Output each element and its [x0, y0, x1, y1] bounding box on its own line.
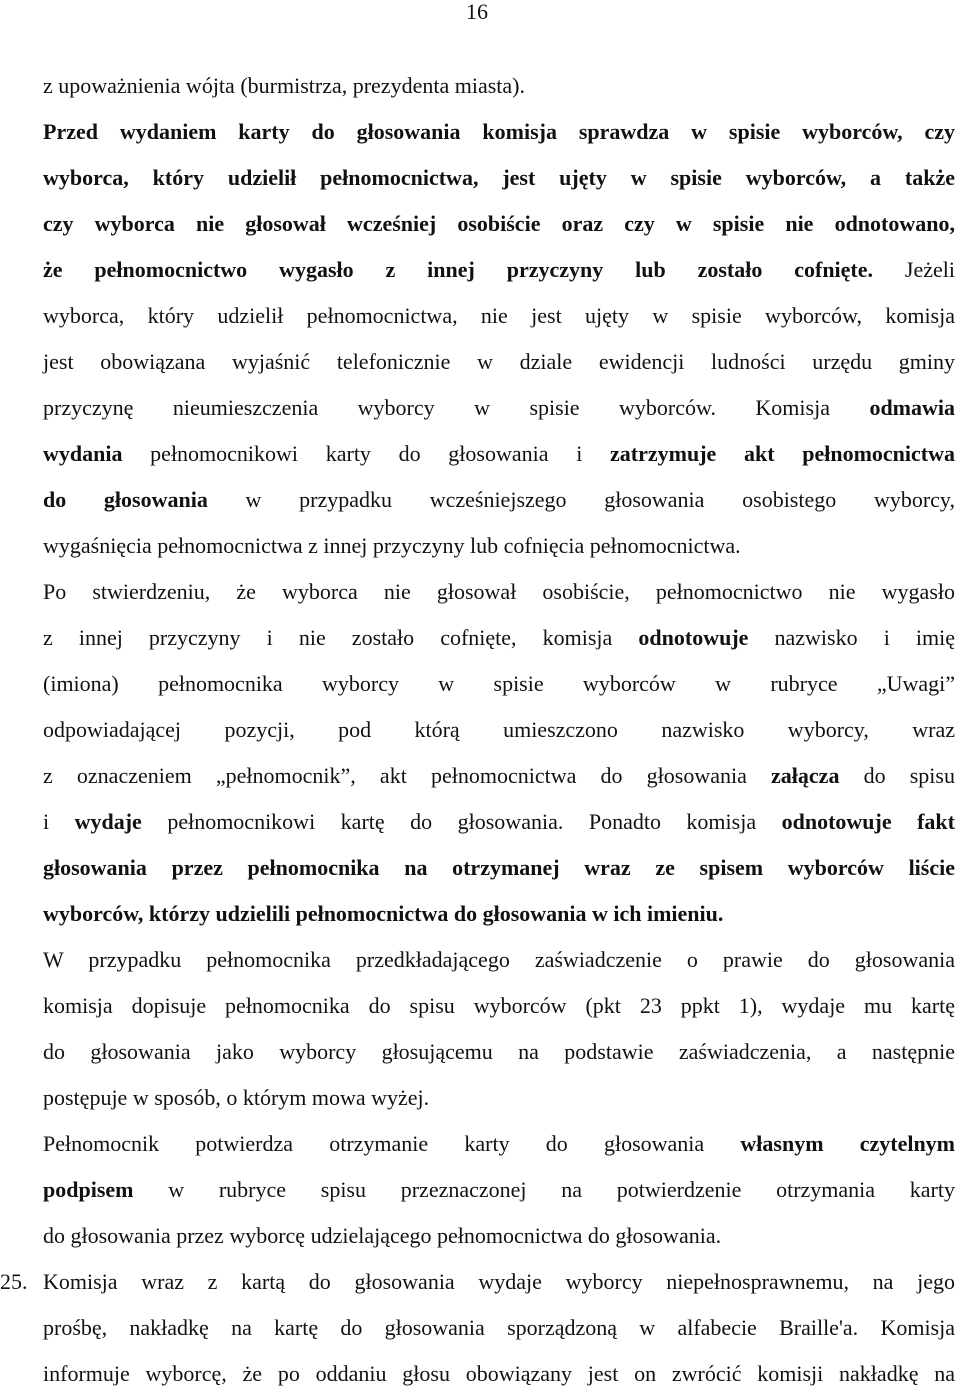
text-line [43, 762, 955, 790]
text-run: postępuje w sposób, o którym mowa wyżej. [43, 1085, 430, 1110]
text-run: Jeżeli [873, 257, 955, 282]
text-run: z innej przyczyny i nie zostało cofnięte, komisja [43, 625, 639, 650]
text-line [43, 302, 955, 330]
text-run: nazwisko i imię [748, 625, 955, 650]
text-run: do głosowania jako wyborcy głosującemu na podstawie zaświadczenia, a następnie [43, 1039, 955, 1064]
text-line [43, 992, 955, 1020]
text-line [43, 394, 955, 422]
bold-text: do głosowania [43, 487, 208, 512]
text-run: przyczynę nieumieszczenia wyborcy w spisie wyborców. Komisja [43, 395, 870, 420]
text-line [43, 440, 955, 468]
text-run: z upoważnienia wójta (burmistrza, prezydenta miasta). [43, 73, 525, 98]
text-line [43, 486, 955, 514]
bold-text: czy wyborca nie głosował wcześniej osobiście oraz czy w spisie nie odnotowano, [43, 211, 955, 236]
list-item-number: 25. [0, 1269, 28, 1294]
text-line [0, 1268, 955, 1296]
text-line [43, 716, 955, 744]
bold-text: głosowania przez pełnomocnika na otrzymanej wraz ze spisem wyborców liście [43, 855, 955, 880]
text-line [43, 1360, 955, 1388]
bold-text: odnotowuje fakt [781, 809, 955, 834]
text-run: Pełnomocnik potwierdza otrzymanie karty do głosowania [43, 1131, 741, 1156]
text-run: (imiona) pełnomocnika wyborcy w spisie wyborców w rubryce „Uwagi” [43, 671, 955, 696]
text-run: z oznaczeniem „pełnomocnik”, akt pełnomocnictwa do głosowania [43, 763, 772, 788]
text-run: pełnomocnikowi karty do głosowania i [122, 441, 611, 466]
text-run: do spisu [839, 763, 955, 788]
bold-text: wydania [43, 441, 123, 466]
text-run: Po stwierdzeniu, że wyborca nie głosował osobiście, pełnomocnictwo nie wygasło [43, 579, 955, 604]
bold-text: odnotowuje [638, 625, 749, 650]
text-line [43, 946, 955, 974]
text-run: w rubryce spisu przeznaczonej na potwierdzenie otrzymania karty [133, 1177, 955, 1202]
text-run: W przypadku pełnomocnika przedkładającego zaświadczenie o prawie do głosowania [43, 947, 955, 972]
text-line [43, 900, 955, 928]
text-run: wygaśnięcia pełnomocnictwa z innej przyczyny lub cofnięcia pełnomocnictwa. [43, 533, 741, 558]
text-line [43, 72, 955, 100]
text-line [43, 808, 955, 836]
text-line [43, 532, 955, 560]
text-run: wyborca, który udzielił pełnomocnictwa, nie jest ujęty w spisie wyborców, komisja [43, 303, 955, 328]
text-run: do głosowania przez wyborcę udzielającego pełnomocnictwa do głosowania. [43, 1223, 722, 1248]
text-line [43, 348, 955, 376]
bold-text: wyborców, którzy udzielili pełnomocnictwa do głosowania w ich imieniu. [43, 901, 724, 926]
text-line [43, 210, 955, 238]
bold-text: własnym czytelnym [740, 1131, 956, 1156]
bold-text: podpisem [43, 1177, 134, 1202]
bold-text: wydaje [74, 809, 142, 834]
text-line [43, 118, 955, 146]
text-run: komisja dopisuje pełnomocnika do spisu wyborców (pkt 23 ppkt 1), wydaje mu kartę [43, 993, 955, 1018]
text-line [43, 854, 955, 882]
text-line [43, 578, 955, 606]
text-line [43, 1084, 955, 1112]
bold-text: Przed wydaniem karty do głosowania komisja sprawdza w spisie wyborców, czy [43, 119, 955, 144]
text-run: i [43, 809, 75, 834]
page-number: 16 [466, 0, 488, 24]
text-line [43, 164, 955, 192]
text-line [43, 1314, 955, 1342]
text-run: odpowiadającej pozycji, pod którą umieszczono nazwisko wyborcy, wraz [43, 717, 955, 742]
text-line [43, 1130, 955, 1158]
text-run: Komisja wraz z kartą do głosowania wydaje wyborcy niepełnosprawnemu, na jego [43, 1269, 955, 1294]
text-line [43, 1176, 955, 1204]
bold-text: że pełnomocnictwo wygasło z innej przyczyny lub zostało cofnięte. [43, 257, 874, 282]
text-run: pełnomocnikowi kartę do głosowania. Ponadto komisja [141, 809, 782, 834]
text-line [43, 670, 955, 698]
text-line [43, 624, 955, 652]
text-line [43, 1038, 955, 1066]
bold-text: załącza [771, 763, 840, 788]
text-run: w przypadku wcześniejszego głosowania osobistego wyborcy, [207, 487, 955, 512]
text-run: jest obowiązana wyjaśnić telefonicznie w dziale ewidencji ludności urzędu gminy [43, 349, 955, 374]
text-line [43, 256, 955, 284]
bold-text: zatrzymuje akt pełnomocnictwa [610, 441, 955, 466]
text-line [43, 1222, 955, 1250]
bold-text: odmawia [869, 395, 955, 420]
bold-text: wyborca, który udzielił pełnomocnictwa, jest ujęty w spisie wyborców, a także [43, 165, 955, 190]
text-run: prośbę, nakładkę na kartę do głosowania sporządzoną w alfabecie Braille'a. Komisja [43, 1315, 955, 1340]
text-run: informuje wyborcę, że po oddaniu głosu obowiązany jest on zwrócić komisji nakładkę na [43, 1361, 955, 1386]
